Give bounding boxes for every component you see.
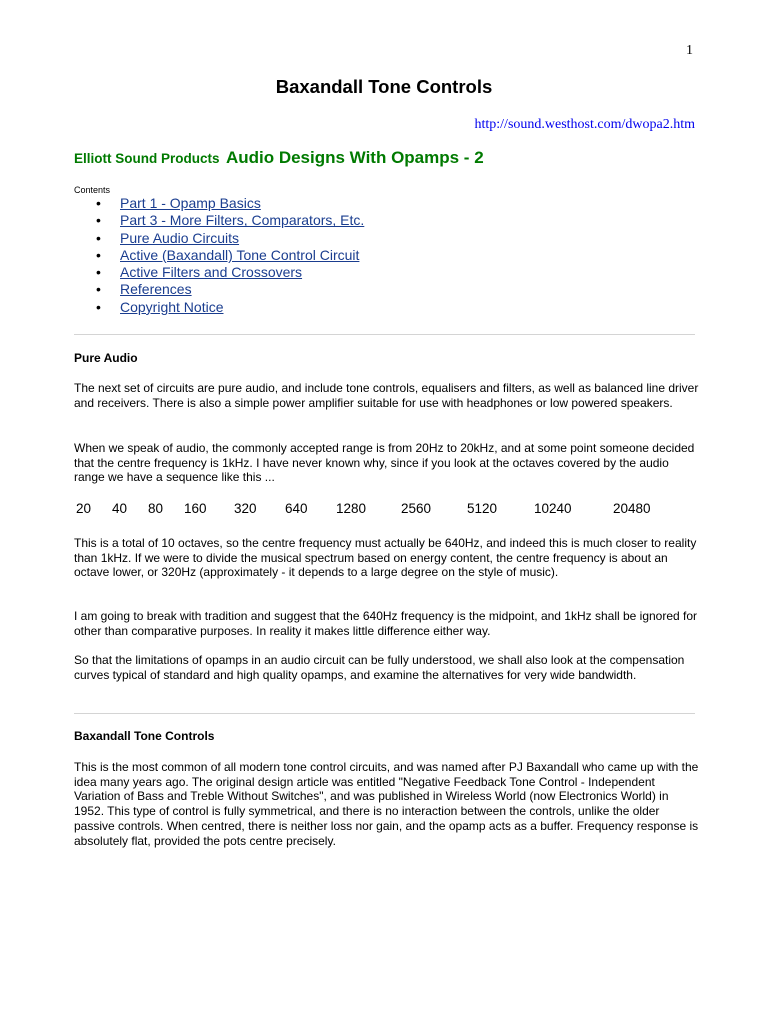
baxandall-heading: Baxandall Tone Controls [74, 729, 215, 743]
contents-item [74, 230, 364, 247]
contents-link-part-3[interactable]: Part 3 - More Filters, Comparators, Etc. [120, 212, 365, 229]
source-url-link[interactable]: http://sound.westhost.com/dwopa2.htm [474, 117, 695, 132]
octave-value: 2560 [401, 501, 432, 516]
octave-value: 1280 [336, 501, 367, 516]
contents-link-part-1[interactable]: Part 1 - Opamp Basics [120, 195, 261, 211]
pure-audio-paragraph-3: This is a total of 10 octaves, so the centre frequency must actually be 640Hz, and indeed this is much closer to reality than 1kHz. If we were to divide the musical spectrum based on energy content, the centre frequency is about an octave lower, or 320Hz (approximately - it depends to a large degree on the style of music). [74, 536, 697, 580]
document-title: Baxandall Tone Controls [275, 76, 493, 97]
pure-audio-paragraph-4: I am going to break with tradition and suggest that the 640Hz frequency is the midpoint, and 1kHz shall be ignored for other than comparative purposes. In reality it makes little difference either way. [74, 609, 698, 638]
bullet-icon: • [96, 195, 101, 211]
octave-value: 20480 [613, 501, 651, 516]
contents-link-filters[interactable]: Active Filters and Crossovers [120, 264, 303, 281]
bullet-icon: • [96, 246, 101, 263]
octave-value: 10240 [534, 501, 572, 516]
contents-link-copyright[interactable]: Copyright Notice [120, 298, 224, 315]
pure-audio-paragraph-2: When we speak of audio, the commonly accepted range is from 20Hz to 20kHz, and at some point someone decided that the centre frequency is 1kHz. I have never known why, since if you look at the octaves covered by the audio range we have a sequence like this ... [74, 441, 695, 485]
contents-item [74, 281, 364, 298]
octave-value: 80 [148, 501, 164, 516]
contents-link-tone-control[interactable]: Active (Baxandall) Tone Control Circuit [120, 246, 360, 263]
bullet-icon: • [96, 212, 101, 229]
octave-value: 40 [112, 501, 128, 516]
bullet-icon: • [96, 298, 101, 315]
contents-list [74, 195, 364, 316]
bullet-icon: • [96, 264, 101, 281]
contents-item [74, 195, 364, 212]
octave-value: 640 [285, 501, 308, 516]
contents-item [74, 247, 364, 264]
bullet-icon: • [96, 229, 101, 246]
page-number: 1 [686, 43, 693, 58]
contents-item [74, 264, 364, 281]
bullet-icon: • [96, 281, 101, 298]
section-divider [74, 334, 695, 335]
octave-value: 320 [234, 501, 257, 516]
contents-link-pure-audio[interactable]: Pure Audio Circuits [120, 229, 240, 246]
section-divider [74, 713, 695, 714]
octave-value: 160 [184, 501, 207, 516]
octave-value: 5120 [467, 501, 498, 516]
site-brand: Elliott Sound Products [74, 151, 220, 166]
site-heading [74, 148, 484, 168]
series-title: Audio Designs With Opamps - 2 [225, 148, 484, 167]
pure-audio-paragraph-1: The next set of circuits are pure audio, and include tone controls, equalisers and filters, as well as balanced line driver and receivers. There is also a simple power amplifier suitable for use with headphones or low powered speakers. [74, 381, 699, 410]
contents-link-references[interactable]: References [120, 281, 192, 298]
contents-item [74, 212, 364, 229]
pure-audio-paragraph-5: So that the limitations of opamps in an audio circuit can be fully understood, we shall also look at the compensation curves typical of standard and high quality opamps, and examine the alternatives for very wide bandwidth. [74, 653, 685, 682]
octave-sequence [76, 501, 696, 519]
contents-label: Contents [74, 185, 111, 195]
contents-item [74, 299, 364, 316]
baxandall-paragraph-1: This is the most common of all modern tone control circuits, and was named after PJ Baxandall who came up with the idea many years ago. The original design article was entitled "Negative Feedback Tone Control - Independent Variation of Bass and Treble Without Switches", and was published in Wireless World (now Electronics World) in 1952. This type of control is fully symmetrical, and there is no interaction between the controls, unlike the older passive controls. When centred, there is neither loss nor gain, and the opamp acts as a buffer. Frequency response is absolutely flat, provided the pots centre precisely. [74, 760, 699, 848]
pure-audio-heading: Pure Audio [74, 351, 138, 365]
octave-value: 20 [76, 501, 92, 516]
